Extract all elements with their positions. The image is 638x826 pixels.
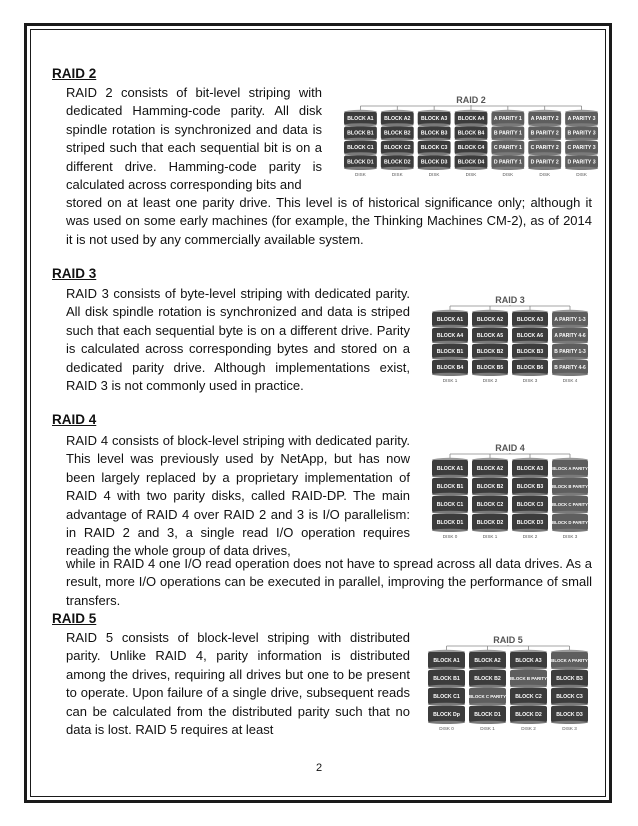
disk-block — [512, 344, 548, 360]
block-label: BLOCK A2 — [476, 316, 504, 323]
block-label: BLOCK A4 — [457, 116, 485, 123]
block-label: BLOCK A3 — [516, 316, 544, 323]
disk-block — [469, 688, 506, 706]
block-label: BLOCK D4 — [457, 159, 485, 166]
disk-block — [344, 156, 377, 171]
block-label: BLOCK B5 — [476, 364, 504, 371]
diagram-title: RAID 4 — [495, 443, 525, 453]
section-text-raid5: RAID 5 consists of block-level striping with distributed parity. Unlike RAID 4, parity information is distributed among the drives, requiring all drives but one to be present to operate. Upon failure of a single drive, subsequent reads can be calculated from the distributed parity such that no data is lost. RAID 5 requires at least — [66, 630, 410, 738]
block-label: BLOCK D1 — [474, 711, 501, 718]
section-heading-raid3: RAID 3 — [52, 266, 97, 281]
disk-block — [344, 112, 377, 127]
block-label: BLOCK B PARITY — [510, 675, 547, 681]
section-text-raid2-wrapped: RAID 2 consists of bit-level striping with dedicated Hamming-code parity. All disk spindle rotation is synchronized and data is striped such that each sequential bit is on a different drive. Hamming-code parity is calculated across corresponding bits and — [66, 85, 322, 193]
disk-block — [551, 706, 588, 724]
disk-block — [491, 112, 524, 127]
disk-block — [528, 112, 561, 127]
disk-label: DISK 0 — [442, 534, 458, 539]
disk-label: DISK — [355, 172, 366, 177]
block-label: B PARITY 4-6 — [554, 364, 586, 371]
block-label: BLOCK B1 — [347, 130, 374, 137]
disk-block — [432, 328, 468, 344]
block-label: BLOCK B3 — [516, 483, 544, 490]
disk-block — [472, 312, 508, 328]
disk-block — [344, 141, 377, 156]
block-label: D PARITY 1 — [493, 159, 522, 166]
raid-diagram-svg — [428, 292, 592, 384]
block-label: BLOCK B1 — [436, 483, 464, 490]
disk-block — [432, 360, 468, 376]
block-label: BLOCK A1 — [433, 657, 460, 664]
disk-label: DISK 0 — [439, 726, 454, 731]
disk-block — [469, 652, 506, 670]
disk-block — [428, 652, 465, 670]
block-label: BLOCK D1 — [347, 159, 374, 166]
disk-block — [510, 670, 547, 688]
disk-label: DISK 3 — [562, 534, 578, 539]
disk-block — [491, 141, 524, 156]
block-label: BLOCK C2 — [515, 693, 542, 700]
block-label: BLOCK B3 — [420, 130, 448, 137]
disk-block — [472, 328, 508, 344]
block-label: BLOCK Dp — [433, 711, 460, 718]
block-label: BLOCK D2 — [515, 711, 542, 718]
block-label: BLOCK C PARITY — [552, 501, 588, 507]
disk-block — [491, 156, 524, 171]
block-label: BLOCK B2 — [384, 130, 411, 137]
block-label: D PARITY 3 — [567, 159, 596, 166]
disk-block — [418, 141, 451, 156]
block-label: BLOCK C1 — [347, 145, 374, 152]
section-heading-raid2: RAID 2 — [52, 66, 97, 81]
section-heading-raid4: RAID 4 — [52, 412, 97, 427]
block-label: BLOCK B2 — [476, 483, 504, 490]
disk-block — [491, 127, 524, 142]
block-label: BLOCK D3 — [556, 711, 583, 718]
block-label: BLOCK A4 — [436, 332, 464, 339]
disk-block — [381, 141, 414, 156]
disk-block — [418, 112, 451, 127]
diagram-title: RAID 3 — [495, 295, 525, 305]
disk-label: DISK 1 — [442, 378, 458, 383]
block-label: BLOCK A3 — [516, 465, 544, 472]
disk-block — [528, 127, 561, 142]
disk-block — [344, 127, 377, 142]
disk-block — [472, 360, 508, 376]
block-label: BLOCK B4 — [436, 364, 464, 371]
block-label: BLOCK C2 — [476, 501, 504, 508]
block-label: BLOCK C1 — [436, 501, 464, 508]
disk-block — [455, 156, 488, 171]
raid5-diagram — [424, 632, 592, 732]
block-label: BLOCK B3 — [556, 675, 583, 682]
block-label: A PARITY 3 — [567, 116, 596, 123]
block-label: BLOCK D2 — [384, 159, 411, 166]
block-label: BLOCK C1 — [433, 693, 460, 700]
block-label: C PARITY 2 — [530, 145, 559, 152]
block-label: BLOCK A PARITY — [551, 657, 588, 663]
block-label: A PARITY 4-6 — [554, 332, 586, 339]
block-label: C PARITY 3 — [567, 145, 596, 152]
section-text-raid2-full: stored on at least one parity drive. This level is of historical significance only; although it was used on some early machines (for example, the Thinking Machines CM-2), as of 2014 it is not used by any commercially available system. — [66, 195, 592, 247]
diagram-title: RAID 5 — [493, 635, 523, 645]
block-label: BLOCK B1 — [433, 675, 460, 682]
disk-block — [551, 652, 588, 670]
block-label: BLOCK B2 — [474, 675, 501, 682]
block-label: BLOCK C3 — [516, 501, 544, 508]
disk-block — [428, 670, 465, 688]
disk-label: DISK 3 — [562, 726, 577, 731]
block-label: B PARITY 2 — [530, 130, 559, 137]
disk-label: DISK — [576, 172, 587, 177]
disk-label: DISK 4 — [562, 378, 578, 383]
disk-block — [428, 688, 465, 706]
disk-block — [472, 460, 508, 478]
diagram-title: RAID 2 — [456, 95, 486, 105]
disk-label: DISK — [502, 172, 514, 177]
block-label: BLOCK C2 — [384, 145, 411, 152]
block-label: BLOCK A PARITY — [552, 465, 588, 471]
block-label: BLOCK A2 — [384, 116, 411, 123]
block-label: BLOCK D PARITY — [552, 519, 588, 525]
disk-block — [455, 127, 488, 142]
disk-block — [552, 514, 588, 532]
section-text-raid3: RAID 3 consists of byte-level striping with dedicated parity. All disk spindle rotation is synchronized and data is striped such that each sequential byte is on a different drive. Parity is calculated across corresponding bytes and stored on a dedicated parity drive. Although implementations exist, RAID 3 is not commonly used in practice. — [66, 286, 410, 394]
disk-block — [418, 127, 451, 142]
disk-block — [472, 344, 508, 360]
block-label: C PARITY 1 — [493, 145, 522, 152]
disk-block — [432, 496, 468, 514]
disk-block — [432, 312, 468, 328]
block-label: BLOCK B3 — [516, 348, 544, 355]
disk-block — [552, 344, 588, 360]
raid3-diagram — [428, 292, 592, 384]
disk-block — [552, 312, 588, 328]
raid2-diagram — [340, 92, 602, 178]
block-label: BLOCK C4 — [457, 145, 485, 152]
disk-block — [552, 496, 588, 514]
raid-diagram-svg — [340, 92, 602, 178]
disk-block — [418, 156, 451, 171]
block-label: BLOCK A3 — [420, 116, 448, 123]
block-label: BLOCK A1 — [436, 316, 464, 323]
disk-block — [512, 360, 548, 376]
section-heading-raid5: RAID 5 — [52, 611, 97, 626]
page-number: 2 — [315, 762, 323, 774]
disk-block — [381, 112, 414, 127]
disk-block — [551, 688, 588, 706]
block-label: BLOCK B PARITY — [552, 483, 588, 489]
block-label: BLOCK B2 — [476, 348, 504, 355]
disk-block — [472, 514, 508, 532]
block-label: BLOCK B6 — [516, 364, 544, 371]
disk-block — [432, 344, 468, 360]
block-label: BLOCK D1 — [436, 519, 464, 526]
block-label: BLOCK C3 — [420, 145, 448, 152]
disk-block — [455, 141, 488, 156]
disk-label: DISK 1 — [482, 534, 498, 539]
disk-block — [565, 141, 598, 156]
disk-block — [472, 478, 508, 496]
disk-block — [428, 706, 465, 724]
block-label: B PARITY 3 — [567, 130, 596, 137]
block-label: BLOCK D3 — [420, 159, 448, 166]
section-text-raid4-wrapped: RAID 4 consists of block-level striping with dedicated parity. This level was previously used by NetApp, but has now been largely replaced by a proprietary implementation of RAID 4 with two parity disks, called RAID-DP. The main advantage of RAID 4 over RAID 2 and 3 is I/O parallelism: in RAID 2 and 3, a single read I/O operation requires reading the whole group of data drives, — [66, 433, 410, 559]
disk-block — [512, 478, 548, 496]
disk-label: DISK — [539, 172, 551, 177]
disk-block — [512, 496, 548, 514]
block-label: B PARITY 1 — [493, 130, 522, 137]
disk-block — [512, 514, 548, 532]
disk-label: DISK — [465, 172, 477, 177]
disk-block — [432, 460, 468, 478]
disk-block — [512, 460, 548, 478]
block-label: B PARITY 1-3 — [554, 348, 586, 355]
disk-label: DISK — [391, 172, 403, 177]
disk-block — [381, 127, 414, 142]
disk-label: DISK 2 — [522, 534, 538, 539]
disk-block — [565, 112, 598, 127]
disk-block — [552, 460, 588, 478]
disk-block — [455, 112, 488, 127]
block-label: A PARITY 1-3 — [554, 316, 586, 323]
disk-block — [551, 670, 588, 688]
disk-block — [510, 688, 547, 706]
disk-block — [432, 514, 468, 532]
block-label: BLOCK A2 — [474, 657, 501, 664]
section-text-raid4-full: while in RAID 4 one I/O read operation does not have to spread across all data drives. As a result, more I/O operations can be executed in parallel, improving the performance of small transfers. — [66, 556, 592, 608]
block-label: BLOCK C PARITY — [469, 693, 506, 699]
disk-label: DISK 2 — [521, 726, 536, 731]
raid-diagram-svg — [428, 440, 592, 540]
disk-block — [512, 328, 548, 344]
block-label: BLOCK A3 — [515, 657, 542, 664]
disk-label: DISK 2 — [482, 378, 498, 383]
block-label: BLOCK C3 — [556, 693, 583, 700]
block-label: BLOCK A6 — [516, 332, 544, 339]
block-label: A PARITY 1 — [493, 116, 522, 123]
disk-block — [472, 496, 508, 514]
disk-block — [432, 478, 468, 496]
disk-block — [381, 156, 414, 171]
block-label: BLOCK A2 — [476, 465, 504, 472]
disk-label: DISK 1 — [480, 726, 495, 731]
disk-label: DISK — [428, 172, 440, 177]
block-label: D PARITY 2 — [530, 159, 559, 166]
disk-block — [469, 706, 506, 724]
disk-block — [552, 478, 588, 496]
disk-label: DISK 3 — [522, 378, 538, 383]
raid-diagram-svg — [424, 632, 592, 732]
block-label: BLOCK B1 — [436, 348, 464, 355]
disk-block — [512, 312, 548, 328]
disk-block — [552, 360, 588, 376]
disk-block — [528, 141, 561, 156]
disk-block — [552, 328, 588, 344]
block-label: BLOCK A1 — [347, 116, 374, 123]
disk-block — [565, 156, 598, 171]
block-label: BLOCK D3 — [516, 519, 544, 526]
disk-block — [528, 156, 561, 171]
block-label: BLOCK A5 — [476, 332, 504, 339]
disk-block — [510, 652, 547, 670]
block-label: A PARITY 2 — [530, 116, 559, 123]
block-label: BLOCK A1 — [436, 465, 464, 472]
disk-block — [510, 706, 547, 724]
disk-block — [469, 670, 506, 688]
raid4-diagram — [428, 440, 592, 540]
block-label: BLOCK B4 — [457, 130, 485, 137]
disk-block — [565, 127, 598, 142]
block-label: BLOCK D2 — [476, 519, 504, 526]
